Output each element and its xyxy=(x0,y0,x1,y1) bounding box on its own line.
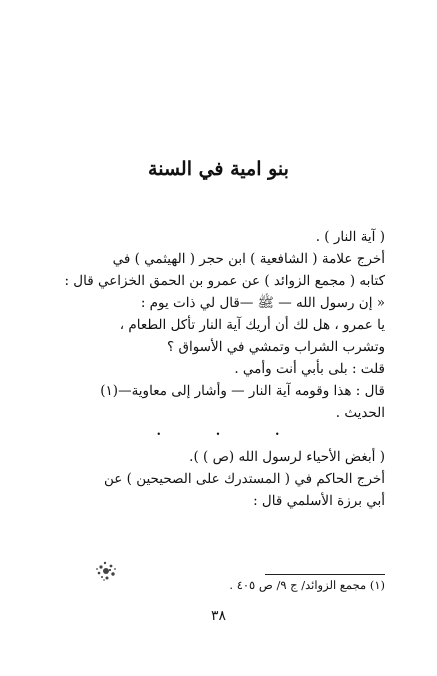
text-line: يا عمرو ، هل لك أن أريك آية النار تأكل الطعام ، xyxy=(119,317,385,333)
section-heading-most-hated: ( أبغض الأحياء لرسول الله (ص ) ). xyxy=(189,449,385,465)
footnote-divider xyxy=(265,574,385,575)
ink-blot-icon xyxy=(93,559,119,583)
text-line: كتابه ( مجمع الزوائد ) عن عمرو بن الحمق الخزاعي قال : xyxy=(64,273,385,289)
text-line: وتشرب الشراب وتمشي في الأسواق ؟ xyxy=(167,339,385,355)
text-line: أخرج علامة ( الشافعية ) ابن حجر ( الهيثمي ) في xyxy=(112,251,385,267)
footnote: (١) مجمع الزوائد/ ج ٩/ ص ٤٠٥ . xyxy=(229,578,385,592)
text-line: « إن رسول الله — ﷺ —قال لي ذات يوم : xyxy=(140,295,385,311)
section-heading-fire-sign: ( آية النار ) . xyxy=(315,229,385,245)
body-text xyxy=(51,226,385,512)
text-line: أخرج الحاكم في ( المستدرك على الصحيحين ) عن xyxy=(104,471,385,487)
text-line: قلت : بلى بأبي أنت وأمي . xyxy=(234,361,385,377)
section-separator: • • • xyxy=(156,430,306,439)
page-title: بنو امية في السنة xyxy=(148,158,289,180)
text-line: الحديث . xyxy=(335,405,385,421)
text-line: أبي برزة الأسلمي قال : xyxy=(253,493,385,509)
page-number: ٣٨ xyxy=(210,608,227,624)
text-line: قال : هذا وقومه آية النار — وأشار إلى معاوية—(١) xyxy=(100,383,385,399)
